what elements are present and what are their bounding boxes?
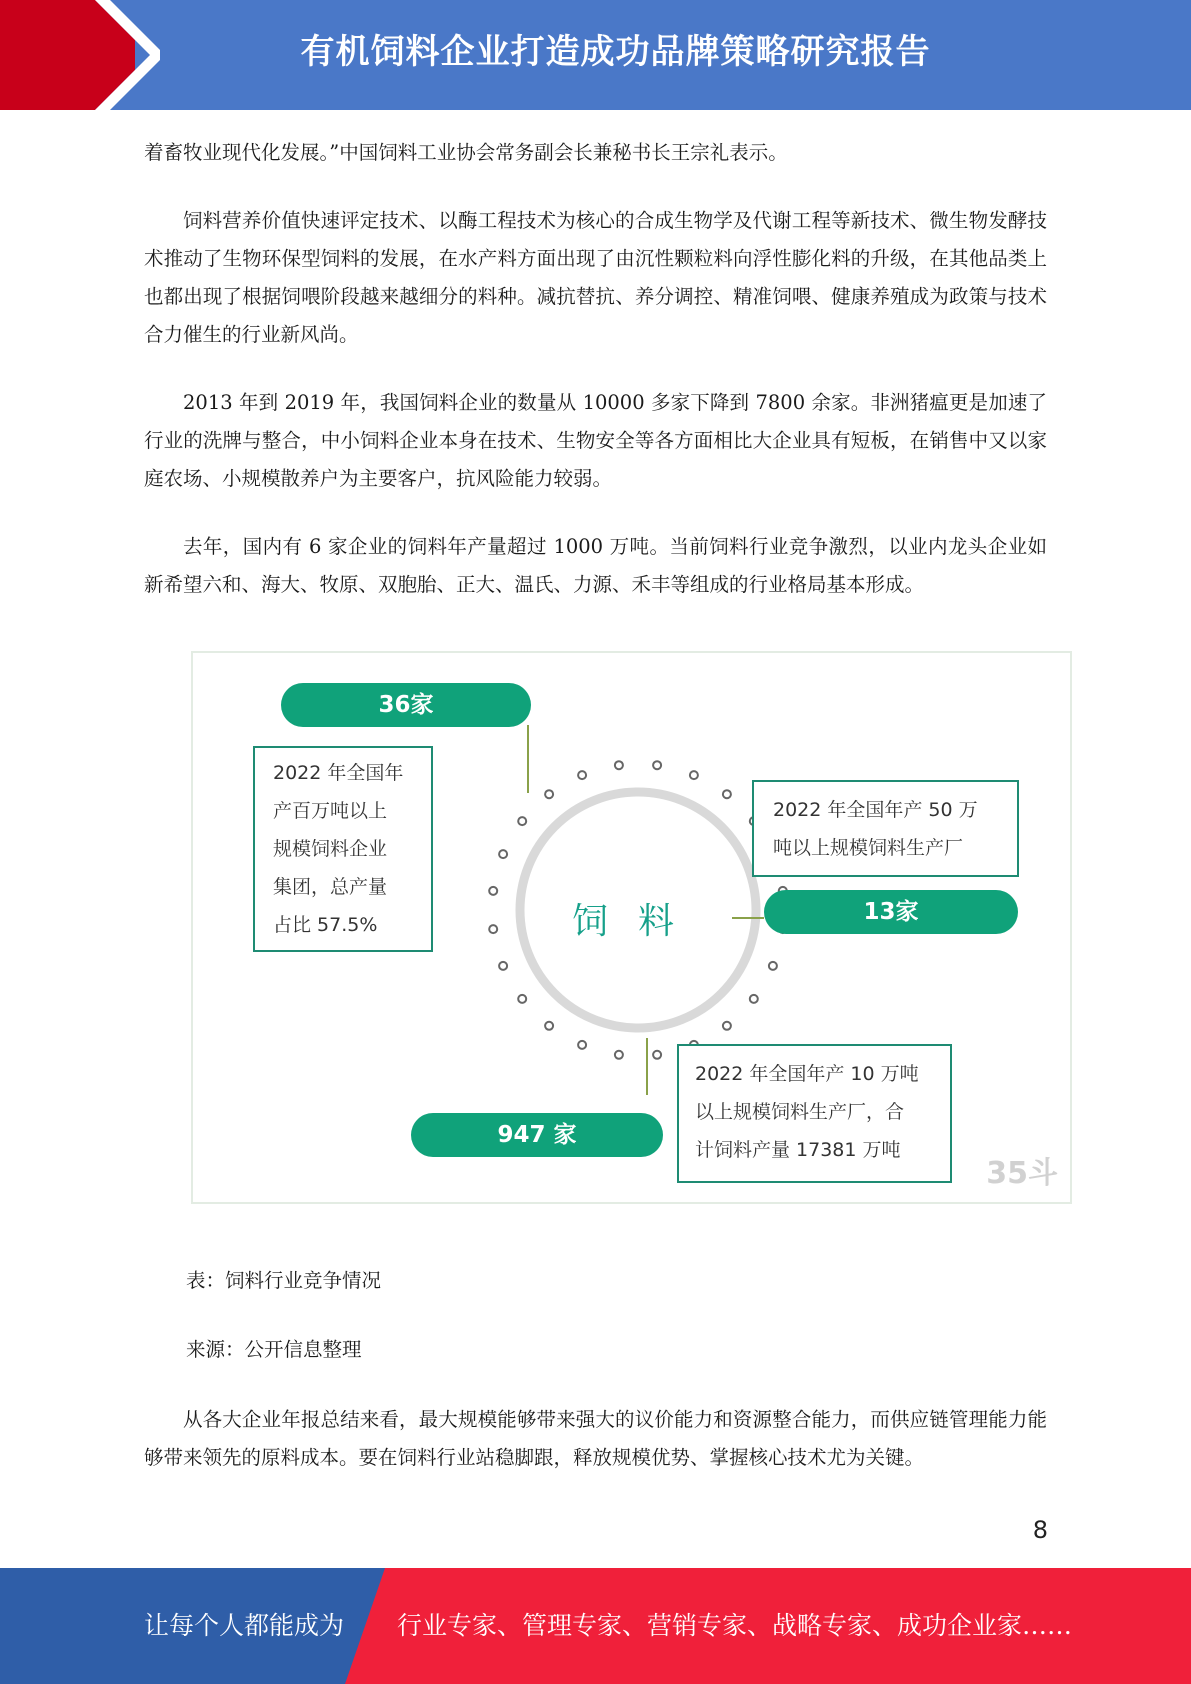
table-caption: 表：饲料行业竞争情况	[186, 1269, 382, 1292]
ring-dot	[489, 887, 497, 895]
ring-dot	[489, 925, 497, 933]
ring-dot	[518, 995, 526, 1003]
ring-dot	[545, 1022, 553, 1030]
feed-industry-figure	[191, 651, 1072, 1204]
ring-dot	[578, 771, 586, 779]
paragraph-2: 饲料营养价值快速评定技术、以酶工程技术为核心的合成生物学及代谢工程等新技术、微生物发酵技术推动了生物环保型饲料的发展，在水产料方面出现了由沉性颗粒料向浮性膨化料的升级，在其他品类上也都出现了根据饲喂阶段越来越细分的料种。减抗替抗、养分调控、精准饲喂、健康养殖成为政策与技术合力催生的行业新风尚。	[144, 209, 1047, 346]
ring-dot	[545, 790, 553, 798]
ring-dot	[769, 962, 777, 970]
info-box-947	[677, 1044, 952, 1183]
header-banner	[0, 0, 1191, 110]
info-line: 规模饲料企业	[273, 838, 388, 860]
footer-slogan-right: 行业专家、管理专家、营销专家、战略专家、成功企业家……	[397, 1611, 1073, 1640]
source-caption: 来源：公开信息整理	[186, 1338, 362, 1361]
paragraph-1: 着畜牧业现代化发展。”中国饲料工业协会常务副会长兼秘书长王宗礼表示。	[144, 141, 788, 164]
ring-dot	[653, 1051, 661, 1059]
count-pill-13: 13家	[764, 890, 1018, 934]
ring-dot	[499, 850, 507, 858]
info-line: 计饲料产量 17381 万吨	[695, 1139, 901, 1161]
info-line: 吨以上规模饲料生产厂	[773, 837, 964, 859]
ring-dot	[499, 962, 507, 970]
ring-dot	[723, 790, 731, 798]
ring-dot	[615, 761, 623, 769]
report-title: 有机饲料企业打造成功品牌策略研究报告	[300, 32, 931, 72]
page-number: 8	[1032, 1516, 1048, 1544]
footer-slogan-left: 让每个人都能成为	[144, 1611, 345, 1640]
ring-dot	[750, 995, 758, 1003]
count-pill-36: 36家	[281, 683, 531, 727]
footer-banner	[0, 1568, 1191, 1684]
ring-dot	[690, 771, 698, 779]
ring-dot	[723, 1022, 731, 1030]
ring-dot	[615, 1051, 623, 1059]
info-line: 2022 年全国年	[273, 762, 404, 784]
info-line: 占比 57.5%	[273, 914, 378, 936]
info-line: 产百万吨以上	[273, 800, 388, 822]
paragraph-5: 从各大企业年报总结来看，最大规模能够带来强大的议价能力和资源整合能力，而供应链管理能力能够带来领先的原料成本。要在饲料行业站稳脚跟，释放规模优势、掌握核心技术尤为关键。	[144, 1408, 1047, 1469]
paragraph-3: 2013 年到 2019 年，我国饲料企业的数量从 10000 多家下降到 7800 余家。非洲猪瘟更是加速了行业的洗牌与整合，中小饲料企业本身在技术、生物安全等各方面相比大企业具有短板，在销售中又以家庭农场、小规模散养户为主要客户，抗风险能力较弱。	[144, 391, 1047, 490]
center-label: 饲料	[571, 901, 704, 942]
body-text	[144, 134, 1047, 634]
info-box-36	[253, 746, 433, 952]
info-line: 集团，总产量	[273, 876, 388, 898]
watermark-logo: 35斗	[986, 1156, 1058, 1191]
info-line: 2022 年全国年产 10 万吨	[695, 1063, 919, 1085]
ring-dot	[653, 761, 661, 769]
paragraph-4: 去年，国内有 6 家企业的饲料年产量超过 1000 万吨。当前饲料行业竞争激烈，以业内龙头企业如新希望六和、海大、牧原、双胞胎、正大、温氏、力源、禾丰等组成的行业格局基本形成。	[144, 535, 1047, 596]
info-line: 2022 年全国年产 50 万	[773, 799, 978, 821]
ring-dot	[518, 817, 526, 825]
info-box-13	[752, 780, 1019, 877]
count-pill-947: 947 家	[411, 1113, 663, 1157]
info-line: 以上规模饲料生产厂，合	[695, 1101, 905, 1123]
ring-dot	[578, 1041, 586, 1049]
